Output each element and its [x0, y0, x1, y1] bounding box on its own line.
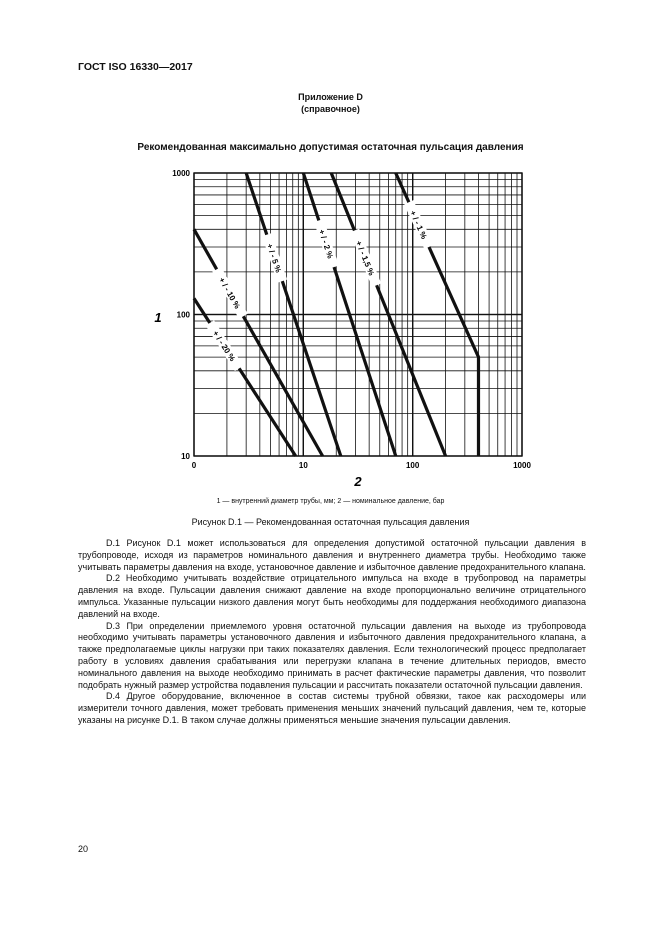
annex-type: (справочное) — [301, 104, 360, 114]
series-label: + / - 5 % — [264, 242, 283, 274]
series-label-group — [350, 229, 382, 288]
paragraph-d3: D.3 При определении приемлемого уровня остаточной пульсации давления на выходе из трубопровода необходимо учитывать параметры установочного давления и избыточного давления предохранительного клапана, а также предполагаемые циклы нагрузки при таких показателях давления. Если технологический процесс предполагает работу в условиях давления срабатывания или перегрузки клапана в течение длительных периодов, вместо номинального давления на выходе необходимо принимать в расчет фактические параметры давления, что позволит подобрать нужный размер устройства подавления пульсации и рассчитать показатели остаточной пульсации давления. — [78, 620, 586, 690]
series-label-group — [212, 267, 248, 319]
x-tick-label: 0 — [191, 461, 197, 470]
y-tick-label: 10 — [181, 452, 190, 461]
figure-legend: 1 — внутренний диаметр трубы, мм; 2 — номинальное давление, бар — [216, 498, 445, 505]
series-label-group — [404, 200, 433, 249]
figure-caption: Рисунок D.1 — Рекомендованная остаточная пульсация давления — [191, 517, 470, 527]
body-text — [78, 538, 586, 727]
paragraph-d4: D.4 Другое оборудование, включенное в состав системы трубной обвязки, такое как расходомеры или измерители точного давления, может требовать применения меньших значений пульсаций давления, чем те, которые указаны на рисунке D.1. В таком случае должны применяться меньшие значения пульсации давления. — [78, 691, 586, 725]
y-tick-label: 1000 — [172, 169, 190, 178]
series-label: + / - 10 % — [216, 275, 242, 311]
annex-label: Приложение D — [298, 92, 363, 102]
series-label: + / - 2 % — [316, 228, 335, 260]
paragraph-d1: D.1 Рисунок D.1 может использоваться для определения допустимой остаточной пульсации давления в трубопроводе, исходя из параметров номинального давления и внутреннего диаметра трубы. Необходимо также учитывать параметры давления на входе, установочное давление и избыточное давление предохранительного клапана. — [78, 538, 586, 572]
paragraph-d2: D.2 Необходимо учитывать воздействие отрицательного импульса на входе в трубопровод на параметры давления на входе. Пульсации давления снижают давление на входе пропорционально величине отрицательного импульса. Указанные пульсации низкого давления могут быть необходимы для поддержания необходимого диапазона давлений на входе. — [78, 573, 586, 619]
series-label-group — [314, 219, 339, 269]
x-tick-label: 100 — [405, 461, 420, 470]
series-label: + / - 1 % — [408, 209, 429, 241]
chart-title: Рекомендованная максимально допустимая остаточная пульсация давления — [137, 142, 524, 153]
y-axis-label: 1 — [154, 310, 162, 325]
x-tick-label: 10 — [298, 461, 308, 470]
series-label: + / - 1,5 % — [353, 239, 376, 277]
x-axis-label: 2 — [354, 474, 362, 489]
series-label-group — [262, 233, 287, 283]
x-tick-label: 1000 — [513, 461, 531, 470]
page-number: 20 — [78, 844, 89, 854]
series-label: + / - 20 % — [210, 329, 238, 363]
y-tick-label: 100 — [176, 310, 190, 320]
document-header: ГОСТ ISO 16330—2017 — [78, 61, 193, 73]
